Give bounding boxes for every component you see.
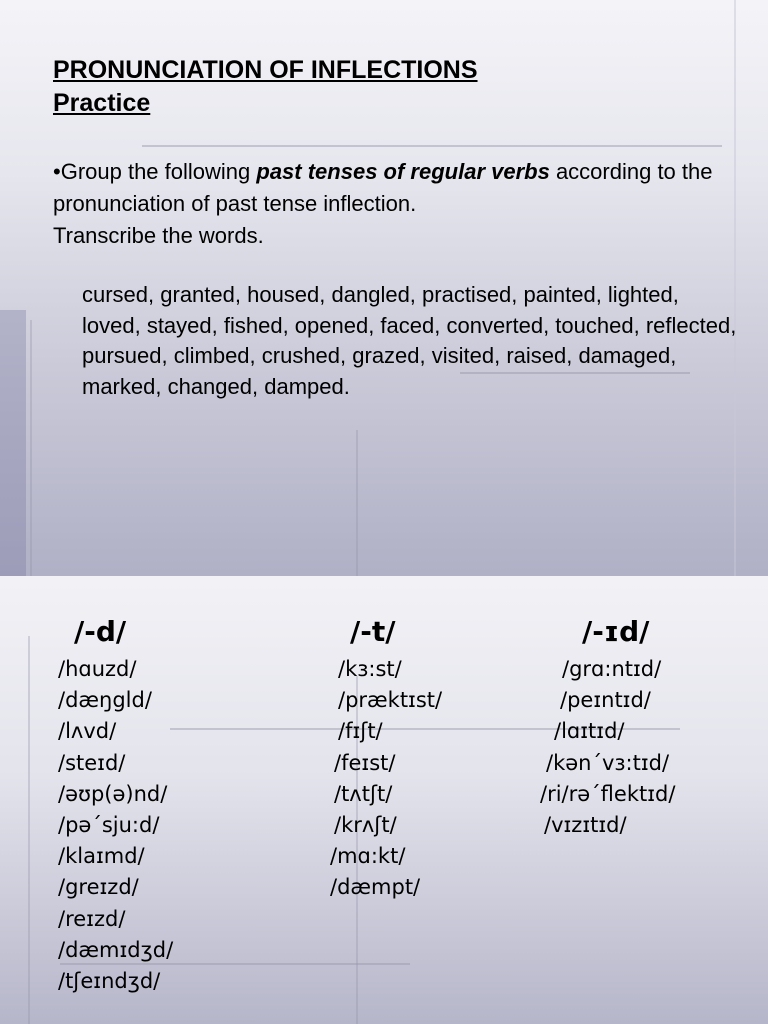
list-item: /krʌʃt/ xyxy=(334,813,397,838)
list-item: /reɪzd/ xyxy=(58,906,126,931)
list-item: /lʌvd/ xyxy=(58,719,117,744)
column-d xyxy=(58,610,173,997)
list-item: /steɪd/ xyxy=(58,750,126,775)
list-item: /præktɪst/ xyxy=(338,688,443,713)
word-list: cursed, granted, housed, dangled, practised, painted, lighted, loved, stayed, fished, opened, faced, converted, touched, reflected, pursued, climbed, crushed, grazed, visited, raised, damaged, marked, changed, damped. xyxy=(82,282,737,399)
list-item: /pə´sju:d/ xyxy=(58,813,160,838)
list-item: /peɪntɪd/ xyxy=(560,688,651,713)
instructions-emphasis: past tenses of regular verbs xyxy=(256,159,550,184)
decorative-stripe xyxy=(356,430,358,576)
instructions-text-3: Transcribe the words. xyxy=(53,223,264,248)
decorative-stripe xyxy=(142,145,722,147)
list-item: /dæmɪdʒd/ xyxy=(58,937,174,962)
list-item: /tʌtʃt/ xyxy=(334,781,393,806)
column-header-d: /-d/ xyxy=(74,615,127,648)
list-item: /ri/rə´flektɪd/ xyxy=(540,781,676,806)
column-header-t: /-t/ xyxy=(350,615,396,648)
column-id xyxy=(540,610,675,841)
title-line-1: PRONUNCIATION OF INFLECTIONS xyxy=(53,56,478,84)
instructions-text-2: according to the pronunciation of past tense inflection. xyxy=(53,159,713,216)
list-item: /dæŋgld/ xyxy=(58,688,152,713)
list-item: /mɑ:kt/ xyxy=(330,844,406,869)
list-item: /lɑɪtɪd/ xyxy=(554,719,625,744)
column-header-id: /-ɪd/ xyxy=(582,615,650,648)
decorative-stripe xyxy=(28,636,30,1024)
decorative-stripe xyxy=(30,320,32,576)
list-item: /əʊp(ə)nd/ xyxy=(58,781,168,806)
list-item: /vɪzɪtɪd/ xyxy=(544,813,627,838)
list-item: /hɑuzd/ xyxy=(58,657,137,681)
bullet-marker: • xyxy=(53,159,61,184)
list-item: /klaɪmd/ xyxy=(58,844,145,869)
column-t xyxy=(330,610,443,904)
list-item: /dæmpt/ xyxy=(330,875,421,900)
instructions-text-1: Group the following xyxy=(60,159,257,184)
instructions xyxy=(53,156,758,252)
title-line-2: Practice xyxy=(53,89,151,117)
decorative-band xyxy=(0,310,26,576)
list-item: /greɪzd/ xyxy=(58,875,139,900)
list-item: /kən´vɜ:tɪd/ xyxy=(546,750,670,775)
list-item: /tʃeɪndʒd/ xyxy=(58,969,161,994)
list-item: /fɪʃt/ xyxy=(338,719,383,744)
list-item: /feɪst/ xyxy=(334,750,396,775)
list-item: /grɑ:ntɪd/ xyxy=(562,657,662,681)
list-item: /kɜ:st/ xyxy=(338,657,402,681)
slide-title xyxy=(53,54,478,120)
